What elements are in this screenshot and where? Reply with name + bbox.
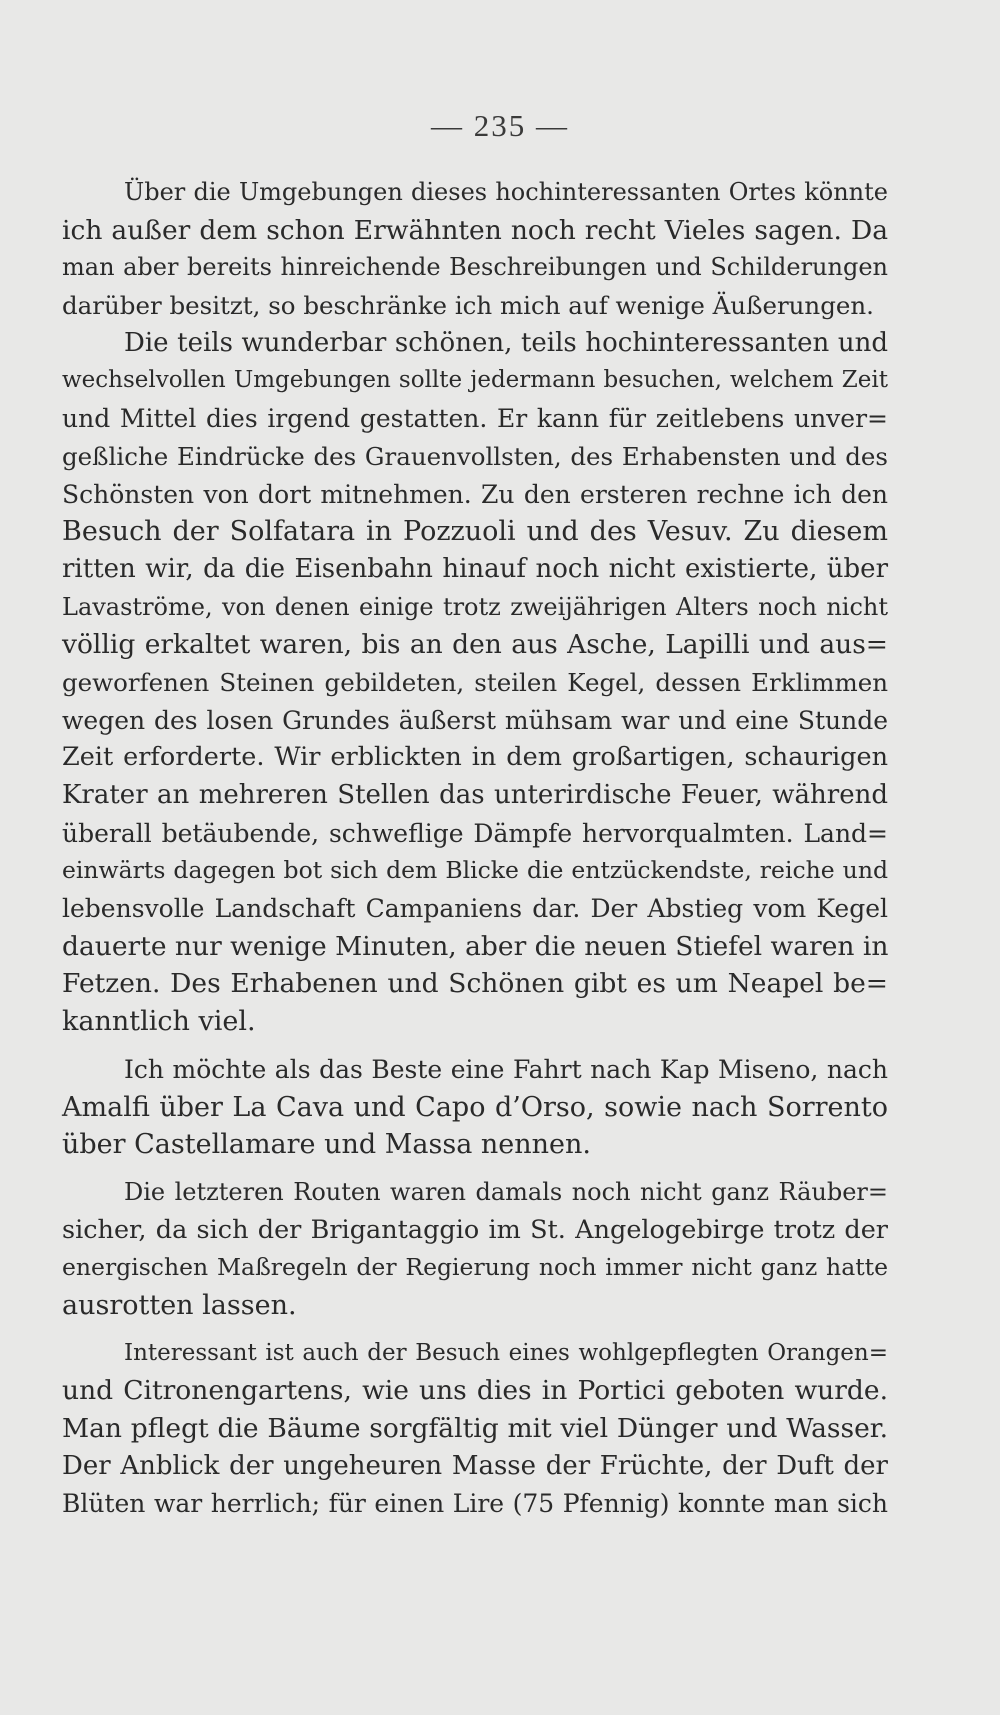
text-line: lebensvolle Landschaft Campaniens dar. Der Abstieg vom Kegel — [62, 894, 888, 924]
text-line: Die teils wunderbar schönen, teils hochinteressanten und — [124, 327, 888, 358]
text-line: darüber besitzt, so beschränke ich mich auf wenige Äußerungen. — [62, 291, 874, 321]
text-line: ich außer dem schon Erwähnten noch recht Vieles sagen. Da — [62, 214, 888, 246]
text-line: über Castellamare und Massa nennen. — [62, 1129, 591, 1161]
paragraph — [62, 325, 888, 1041]
text-line: energischen Maßregeln der Regierung noch immer nicht ganz hatte — [62, 1253, 888, 1282]
text-line: und Citronengartens, wie uns dies in Portici geboten wurde. — [62, 1375, 888, 1407]
text-line: Lavaströme, von denen einige trotz zweijährigen Alters noch nicht — [62, 592, 888, 621]
text-line: Über die Umgebungen dieses hochinteressanten Ortes könnte — [124, 178, 888, 206]
text-line: Schönsten von dort mitnehmen. Zu den ersteren rechne ich den — [62, 479, 888, 509]
text-line: dauerte nur wenige Minuten, aber die neuen Stiefel waren in — [62, 930, 889, 962]
text-line: Zeit erforderte. Wir erblickten in dem großartigen, schaurigen — [62, 742, 888, 773]
text-line: einwärts dagegen bot sich dem Blicke die entzückendste, reiche und — [62, 856, 888, 885]
text-line: Krater an mehreren Stellen das unterirdische Feuer, während — [62, 780, 888, 810]
text-line: ritten wir, da die Eisenbahn hinauf noch nicht existierte, über — [62, 553, 888, 584]
text-line: wechselvollen Umgebungen sollte jedermann besuchen, welchem Zeit — [62, 367, 888, 394]
paragraph — [62, 174, 888, 325]
text-line: Ich möchte als das Beste eine Fahrt nach Kap Miseno, nach — [124, 1054, 888, 1084]
text-line: Der Anblick der ungeheuren Masse der Früchte, der Duft der — [62, 1450, 888, 1481]
text-line: und Mittel dies irgend gestatten. Er kann für zeitlebens unver= — [62, 404, 888, 434]
body-text — [62, 174, 888, 1523]
text-line: sicher, da sich der Brigantaggio im St. Angelogebirge trotz der — [62, 1214, 888, 1245]
text-line: geßliche Eindrücke des Grauenvollsten, des Erhabensten und des — [62, 441, 888, 471]
paragraph — [62, 1174, 888, 1325]
text-line: ausrotten lassen. — [62, 1289, 297, 1321]
text-line: Fetzen. Des Erhabenen und Schönen gibt es um Neapel be= — [62, 968, 888, 1000]
text-line: Die letzteren Routen waren damals noch nicht ganz Räuber= — [124, 1177, 888, 1206]
text-line: geworfenen Steinen gebildeten, steilen Kegel, dessen Erklimmen — [62, 667, 888, 697]
text-line: man aber bereits hinreichende Beschreibungen und Schilderungen — [62, 253, 888, 282]
text-line: Besuch der Solfatara in Pozzuoli und des Vesuv. Zu diesem — [62, 516, 888, 548]
text-line: Blüten war herrlich; für einen Lire (75 Pfennig) konnte man sich — [62, 1489, 888, 1519]
text-line: wegen des losen Grundes äußerst mühsam war und eine Stunde — [62, 705, 888, 735]
paragraph — [62, 1051, 888, 1164]
text-line: überall betäubende, schweflige Dämpfe hervorqualmten. Land= — [62, 818, 888, 848]
text-line: Amalfi über La Cava und Capo d’Orso, sowie nach Sorrento — [62, 1091, 888, 1123]
text-line: Interessant ist auch der Besuch eines wohlgepflegten Orangen= — [124, 1339, 888, 1366]
paragraph — [62, 1335, 888, 1523]
text-line: Man pflegt die Bäume sorgfältig mit viel Dünger und Wasser. — [62, 1413, 888, 1444]
text-line: kanntlich viel. — [62, 1006, 256, 1038]
page-number: — 235 — — [431, 108, 569, 143]
text-line: völlig erkaltet waren, bis an den aus Asche, Lapilli und aus= — [62, 629, 888, 661]
